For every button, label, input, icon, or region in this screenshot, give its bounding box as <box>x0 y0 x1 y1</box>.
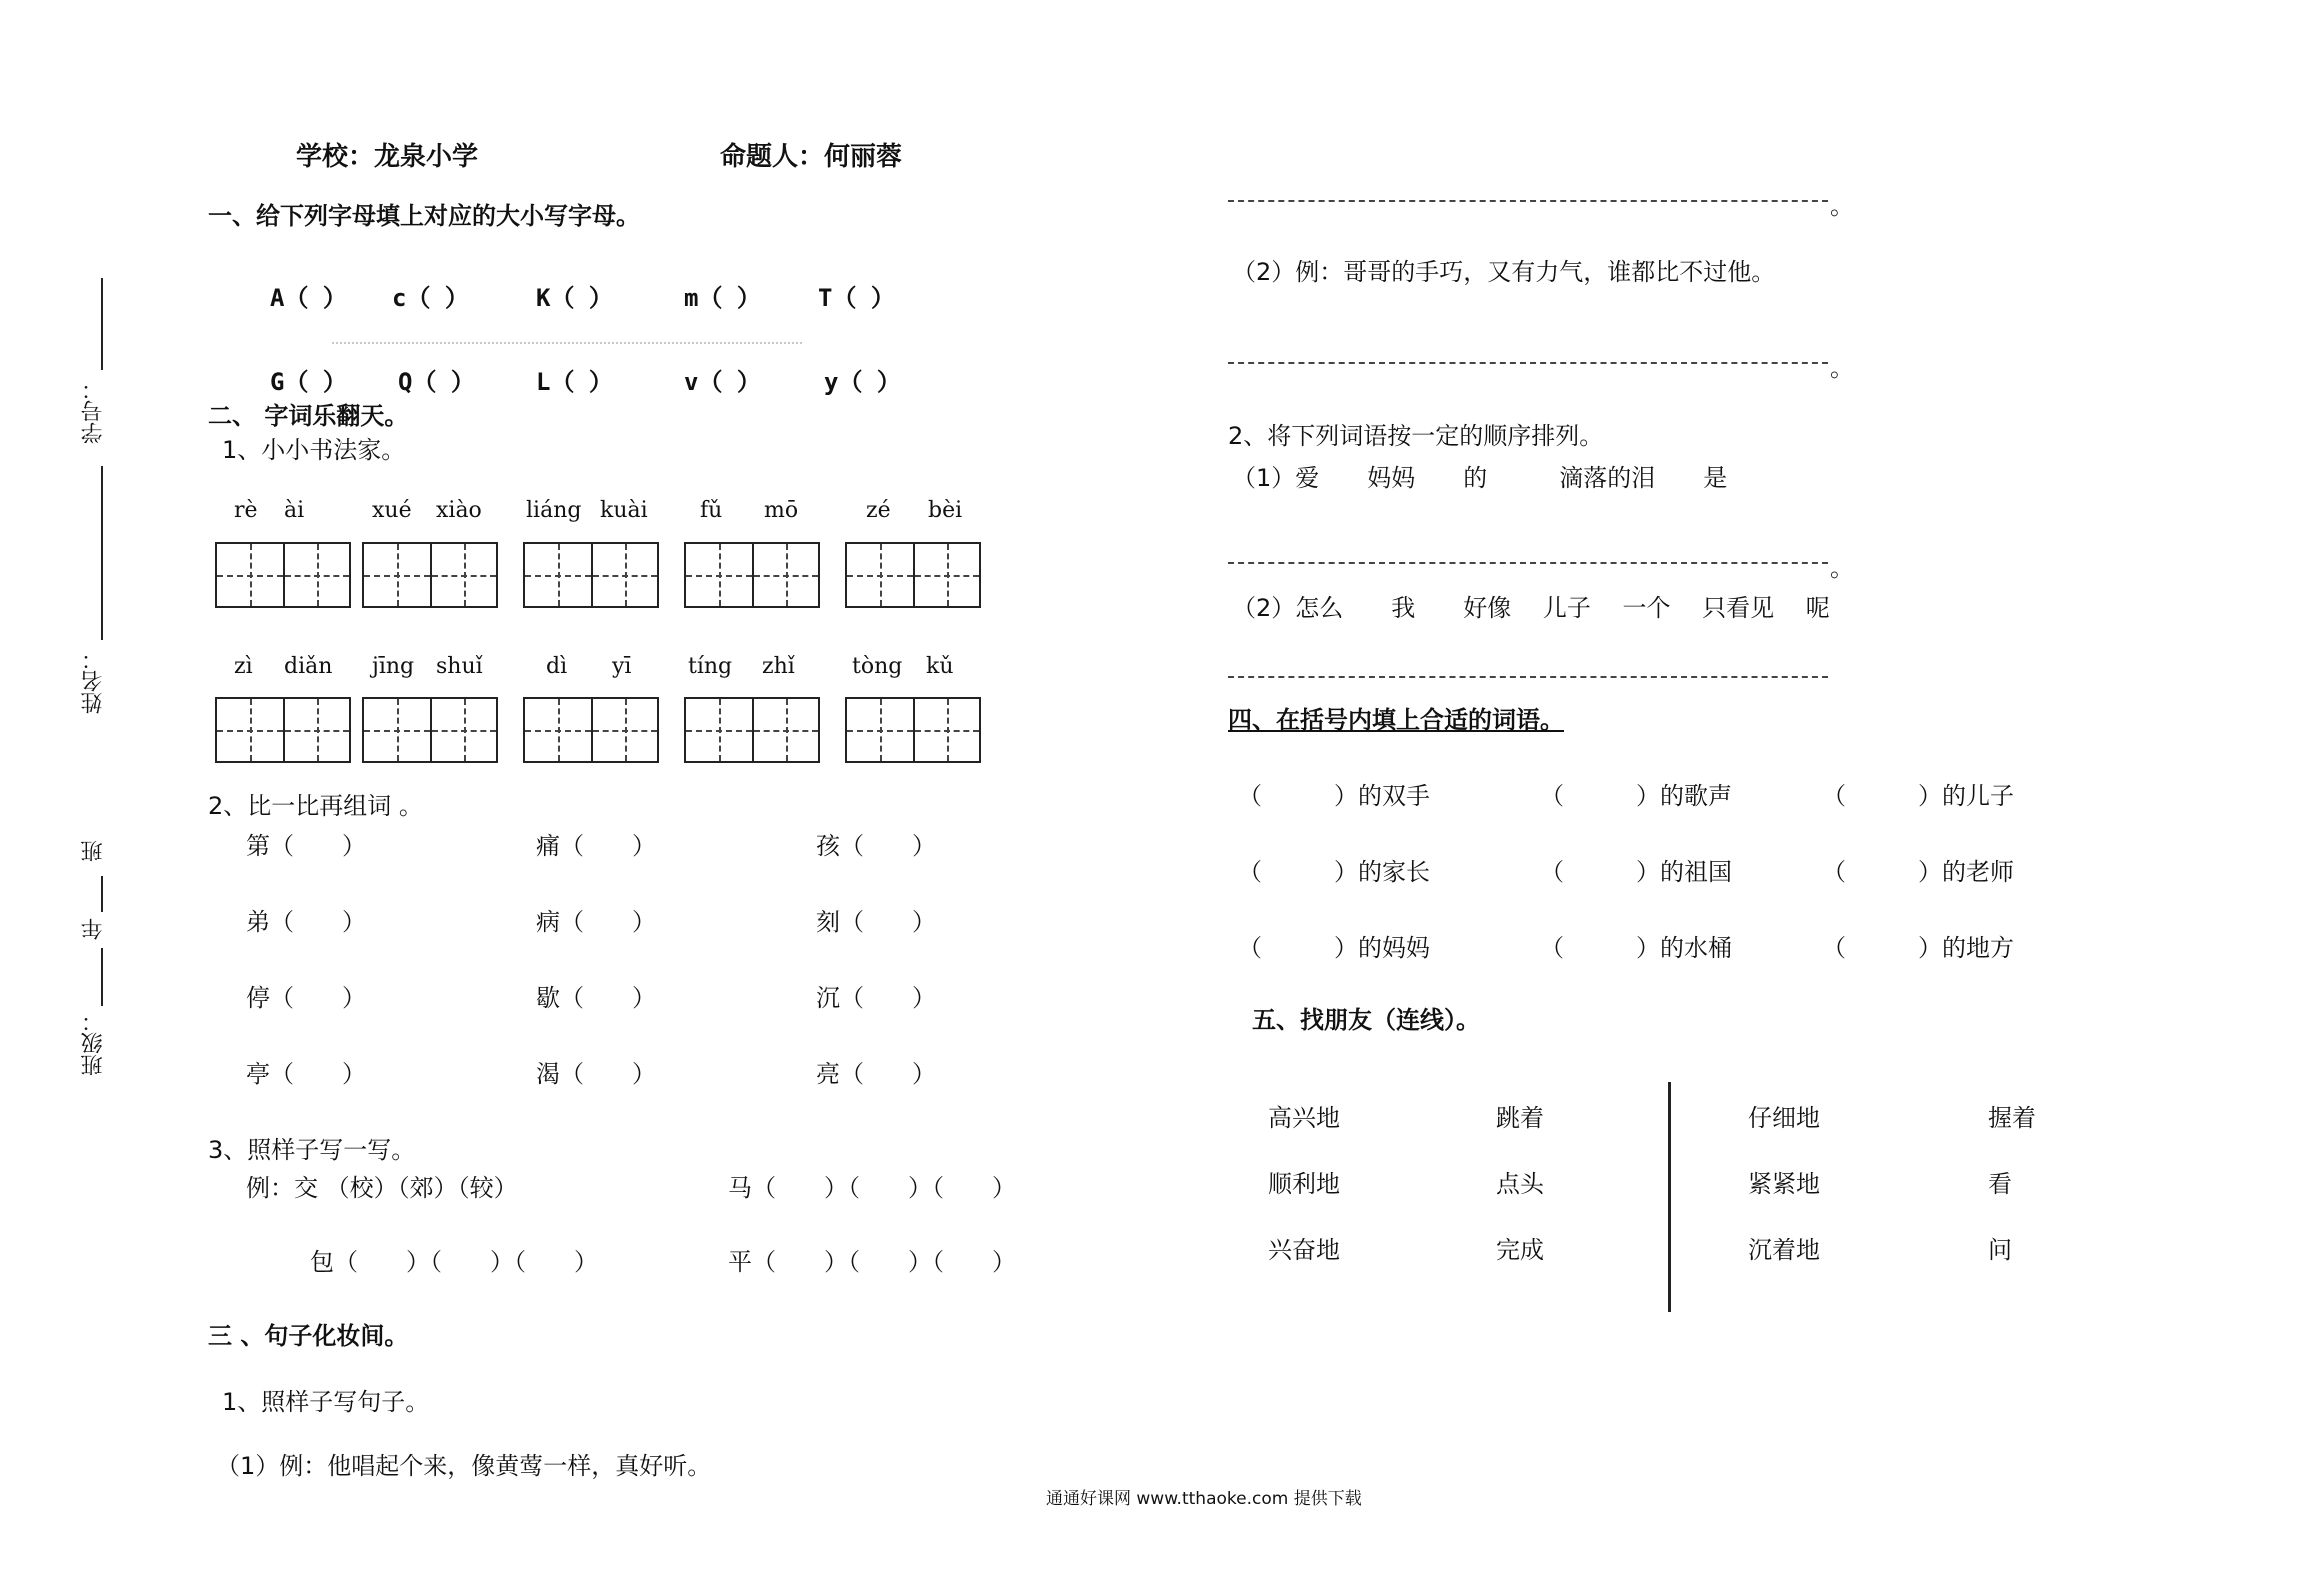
letter-c: c（ ） <box>392 284 469 312</box>
q3-1-example-1: （1）例：他唱起个来，像黄莺一样，真好听。 <box>216 1452 712 1480</box>
writing-box[interactable] <box>362 697 498 763</box>
q3-2-label: 2、将下列词语按一定的顺序排列。 <box>1228 422 1604 450</box>
compare-item: 病（ ） <box>536 908 656 936</box>
match-word[interactable]: 完成 <box>1496 1236 1544 1264</box>
pinyin: fǔ <box>700 498 723 523</box>
section-3-title: 三 、句子化妆间。 <box>208 1322 409 1350</box>
fill-item: （ ）的双手 <box>1238 782 1430 810</box>
answer-period: 。 <box>1830 554 1854 582</box>
letter-y: y（ ） <box>824 368 901 396</box>
compare-item: 第（ ） <box>246 832 366 860</box>
fill-item: （ ）的家长 <box>1238 858 1430 886</box>
match-word[interactable]: 仔细地 <box>1748 1104 1820 1132</box>
writing-box[interactable] <box>523 542 659 608</box>
compare-item: 孩（ ） <box>816 832 936 860</box>
pinyin: yī <box>612 654 632 679</box>
compare-item: 停（ ） <box>246 984 366 1012</box>
margin-line-4 <box>101 948 103 1006</box>
footer-credit: 通通好课网 www.tthaoke.com 提供下载 <box>1046 1489 1362 1509</box>
match-word[interactable]: 点头 <box>1496 1170 1544 1198</box>
writing-box[interactable] <box>684 697 820 763</box>
letter-q: Q（ ） <box>398 368 475 396</box>
q2-2-label: 2、比一比再组词 。 <box>208 792 423 820</box>
q3-1-example-2: （2）例：哥哥的手巧，又有力气，谁都比不过他。 <box>1232 258 1776 286</box>
section-2-title: 二、 字词乐翻天。 <box>208 402 409 430</box>
pinyin: jīng <box>372 654 415 679</box>
q3-1-label: 1、照样子写句子。 <box>222 1388 430 1416</box>
fill-item: （ ）的祖国 <box>1540 858 1732 886</box>
pinyin: liáng <box>526 498 582 523</box>
answer-line-1[interactable] <box>1228 200 1828 202</box>
order-item-2: （2）怎么 我 好像 儿子 一个 只看见 呢 <box>1232 594 1830 622</box>
match-word[interactable]: 紧紧地 <box>1748 1170 1820 1198</box>
writing-box[interactable] <box>362 542 498 608</box>
q2-1-label: 1、小小书法家。 <box>222 436 406 464</box>
match-word[interactable]: 问 <box>1988 1236 2012 1264</box>
letter-a: A（ ） <box>270 284 347 312</box>
item-bao: 包（ ）（ ）（ ） <box>310 1248 598 1276</box>
pinyin: mō <box>764 498 799 523</box>
pinyin: zì <box>234 654 253 679</box>
answer-line-3[interactable] <box>1228 562 1828 564</box>
class-label: 班级： <box>81 1010 106 1076</box>
match-word[interactable]: 握着 <box>1988 1104 2036 1132</box>
pinyin: ài <box>284 498 305 523</box>
pinyin: xiào <box>436 498 482 523</box>
match-word[interactable]: 跳着 <box>1496 1104 1544 1132</box>
pinyin: kuài <box>600 498 648 523</box>
letter-t: T（ ） <box>818 284 895 312</box>
example-jiao: 例：交 （校）（郊）（较） <box>246 1174 518 1202</box>
match-divider <box>1668 1082 1671 1312</box>
compare-item: 歇（ ） <box>536 984 656 1012</box>
name-label: 姓名： <box>81 648 106 714</box>
fill-item: （ ）的妈妈 <box>1238 934 1430 962</box>
match-word[interactable]: 顺利地 <box>1268 1170 1340 1198</box>
writing-box[interactable] <box>845 697 981 763</box>
compare-item: 弟（ ） <box>246 908 366 936</box>
fill-item: （ ）的老师 <box>1822 858 2014 886</box>
compare-item: 痛（ ） <box>536 832 656 860</box>
letter-m: m（ ） <box>684 284 761 312</box>
letter-k: K（ ） <box>536 284 613 312</box>
fill-item: （ ）的歌声 <box>1540 782 1732 810</box>
school-label: 学校：龙泉小学 <box>296 142 479 172</box>
letter-v: v（ ） <box>684 368 761 396</box>
compare-item: 刻（ ） <box>816 908 936 936</box>
pinyin: tòng <box>852 654 903 679</box>
writing-box[interactable] <box>845 542 981 608</box>
section-4-title: 四、在括号内填上合适的词语。 <box>1228 706 1564 734</box>
compare-item: 亭（ ） <box>246 1060 366 1088</box>
writing-box[interactable] <box>215 697 351 763</box>
compare-item: 沉（ ） <box>816 984 936 1012</box>
fill-item: （ ）的地方 <box>1822 934 2014 962</box>
pinyin: rè <box>234 498 258 523</box>
class-suffix-label: 班 <box>81 840 106 862</box>
writing-box[interactable] <box>215 542 351 608</box>
answer-line-2[interactable] <box>1228 362 1828 364</box>
item-ma: 马（ ）（ ）（ ） <box>728 1174 1016 1202</box>
match-word[interactable]: 看 <box>1988 1170 2012 1198</box>
pinyin: diǎn <box>284 654 333 679</box>
compare-item: 亮（ ） <box>816 1060 936 1088</box>
pinyin: bèi <box>928 498 963 523</box>
section-1-title: 一、给下列字母填上对应的大小写字母。 <box>208 202 640 230</box>
pinyin: shuǐ <box>436 654 483 679</box>
fill-item: （ ）的水桶 <box>1540 934 1732 962</box>
writing-box[interactable] <box>684 542 820 608</box>
match-word[interactable]: 兴奋地 <box>1268 1236 1340 1264</box>
pinyin: kǔ <box>926 654 954 679</box>
pinyin: zé <box>866 498 891 523</box>
item-ping: 平（ ）（ ）（ ） <box>728 1248 1016 1276</box>
writing-box[interactable] <box>523 697 659 763</box>
grade-label: 年 <box>81 918 106 940</box>
order-item-1: （1）爱 妈妈 的 滴落的泪 是 <box>1232 464 1728 492</box>
pinyin: tíng <box>688 654 733 679</box>
match-word[interactable]: 沉着地 <box>1748 1236 1820 1264</box>
margin-line-1 <box>101 278 103 370</box>
author-label: 命题人：何丽蓉 <box>720 142 903 172</box>
section-5-title: 五、找朋友（连线）。 <box>1252 1006 1480 1034</box>
margin-line-3 <box>101 876 103 912</box>
answer-line-4[interactable] <box>1228 676 1828 678</box>
letter-g: G（ ） <box>270 368 347 396</box>
pinyin: xué <box>372 498 412 523</box>
fill-item: （ ）的儿子 <box>1822 782 2014 810</box>
answer-period: 。 <box>1830 192 1854 220</box>
student-no-label: 学号： <box>81 378 106 444</box>
match-word[interactable]: 高兴地 <box>1268 1104 1340 1132</box>
answer-period: 。 <box>1830 354 1854 382</box>
dotted-guide-1 <box>332 342 802 344</box>
pinyin: zhǐ <box>762 654 795 679</box>
q2-3-label: 3、照样子写一写。 <box>208 1136 416 1164</box>
letter-l: L（ ） <box>536 368 613 396</box>
pinyin: dì <box>546 654 568 679</box>
compare-item: 渴（ ） <box>536 1060 656 1088</box>
margin-line-2 <box>101 466 103 640</box>
